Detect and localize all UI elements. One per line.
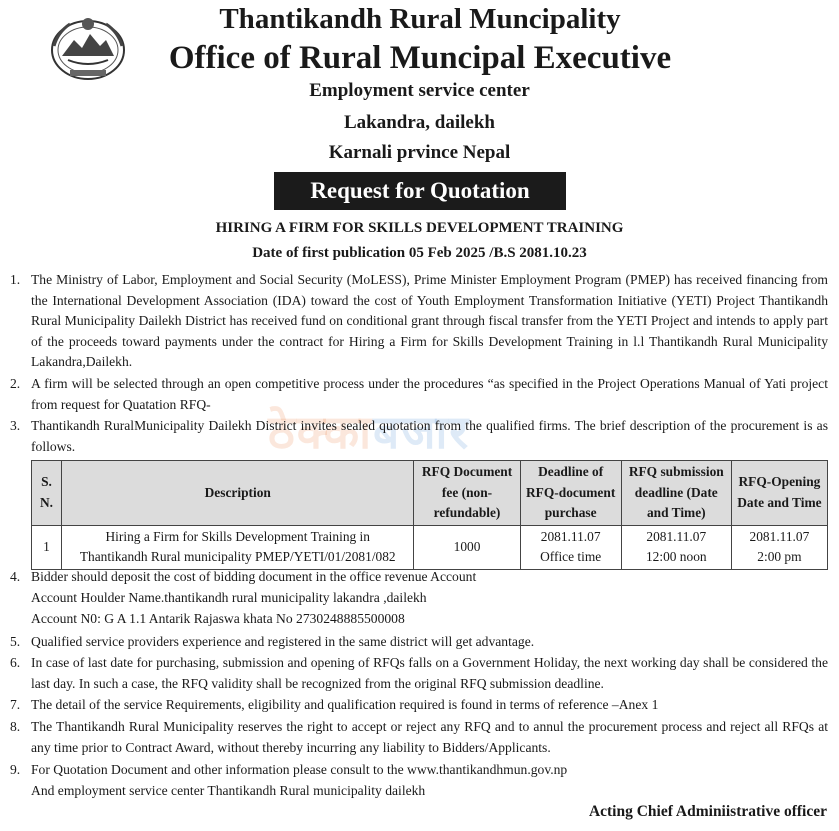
list-item: 9. For Quotation Document and other information please consult to the www.thantikandhmun.gov.np (10, 762, 568, 777)
list-item: 6. In case of last date for purchasing, submission and opening of RFQs falls on a Government Holiday, the next working day shall be considered the last day. In such a case, the RFQ validity shall be recognized from the original RFQ submission deadline. (10, 655, 828, 691)
col-fee: RFQ Document fee (non-refundable) (414, 461, 520, 526)
center-name: Employment service center (309, 80, 530, 101)
col-purchase: Deadline of RFQ-document purchase (520, 461, 621, 526)
list-item: 2. A firm will be selected through an open competitive process under the procedures “as specified in the Project Operations Manual of Yati project from request for Quatation RFQ- (10, 376, 828, 412)
list-item: 3. Thantikandh RuralMunicipality Dailekh District invites sealed quotation from the qualified firms. The brief description of the procurement is as follows. (10, 418, 828, 454)
cell-description: Hiring a Firm for Skills Development Training in Thantikandh Rural municipality PMEP/YETI/01/2081/082 (62, 525, 414, 569)
list-item: 5. Qualified service providers experience and registered in the same district will get advantage. (10, 634, 535, 649)
subject-heading: HIRING A FIRM FOR SKILLS DEVELOPMENT TRAINING (215, 220, 624, 236)
location: Lakandra, dailekh (344, 112, 495, 133)
list-item: 8. The Thantikandh Rural Municipality reserves the right to accept or reject any RFQ and to annul the procurement process and reject all RFQs at any time prior to Contract Award, without thereby incurring any liability to Bidders/Applicants. (10, 719, 828, 755)
list-item: 7. The detail of the service Requirements, eligibility and qualification required is found in terms of reference –Anex 1 (10, 697, 659, 712)
org-name: Thantikandh Rural Muncipality (219, 3, 621, 35)
cell-sn: 1 (32, 525, 62, 569)
cell-submission: 2081.11.07 12:00 noon (621, 525, 731, 569)
rfq-table (31, 460, 828, 570)
list-item: 1. The Ministry of Labor, Employment and Social Security (MoLESS), Prime Minister Employment Program (PMEP) has received financing from the International Development Association (IDA) toward the cost of Youth Employment Transformation Initiative (YETI) Project Thantikandh Rural Municipality Dailekh District has received fund on conditional grant through fiscal transfer from the YETI Project and intends to apply part of the proceeds toward payments under the contract for Hiring a Firm for Skills Development Training in l.l Thantikandh Rural Municipality Lakandra,Dailekh. (10, 272, 828, 369)
col-description: Description (62, 461, 414, 526)
cell-fee: 1000 (414, 525, 520, 569)
cell-opening: 2081.11.07 2:00 pm (731, 525, 827, 569)
col-sn: S. N. (32, 461, 62, 526)
office-name: Office of Rural Muncipal Executive (168, 40, 672, 76)
nepal-emblem-icon (48, 10, 128, 82)
notice-title: Request for Quotation (274, 172, 566, 210)
province: Karnali prvince Nepal (328, 142, 511, 163)
watermark-part1: ठेक्का (268, 405, 374, 459)
account-holder: Account Houlder Name.thantikandh rural municipality lakandra ,dailekh (31, 590, 427, 605)
signature-title: Acting Chief Adminiistrative officer (588, 803, 827, 820)
list-item: 4. Bidder should deposit the cost of bidding document in the office revenue Account (10, 569, 477, 584)
table-row (32, 525, 828, 569)
account-number: Account N0: G A 1.1 Antarik Rajaswa khata No 2730248885500008 (31, 611, 405, 626)
publication-date: Date of first publication 05 Feb 2025 /B.S 2081.10.23 (252, 245, 587, 261)
col-submission: RFQ submission deadline (Date and Time) (621, 461, 731, 526)
table-header-row (32, 461, 828, 526)
watermark-part2: बजार (373, 405, 471, 459)
col-opening: RFQ-Opening Date and Time (731, 461, 827, 526)
item9-extra: And employment service center Thantikandh Rural municipality dailekh (31, 783, 426, 798)
cell-purchase: 2081.11.07 Office time (520, 525, 621, 569)
